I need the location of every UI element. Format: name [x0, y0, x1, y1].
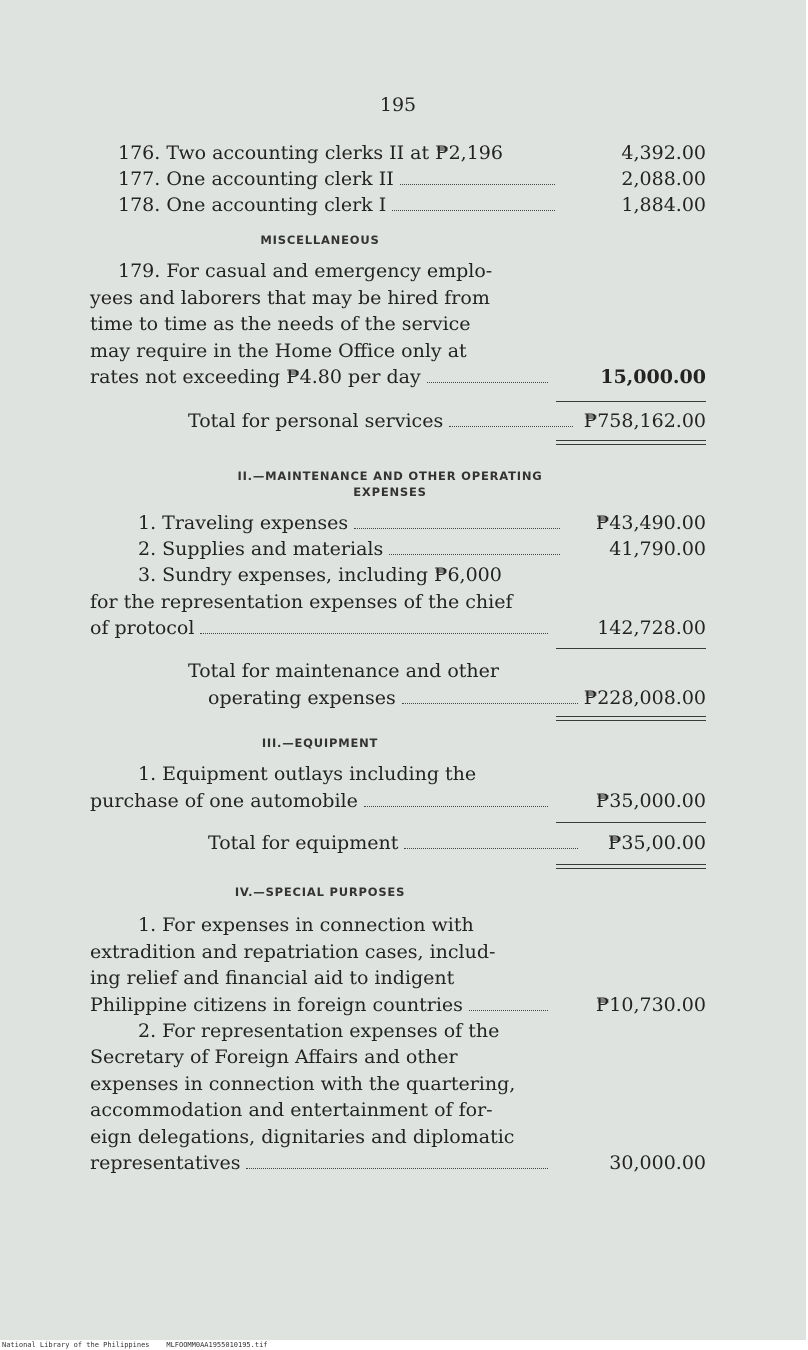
total-label: Total for equipment [208, 832, 399, 854]
para-line: 3. Sundry expenses, including ₱6,000 [138, 564, 502, 586]
item-amount: 1,884.00 [621, 194, 706, 216]
maintenance-items [90, 510, 706, 641]
sum-rule [556, 822, 706, 823]
total-label: Total for maintenance and other [188, 660, 499, 682]
section-heading-equipment: III.—EQUIPMENT [261, 736, 379, 750]
line-item [90, 166, 706, 192]
special-items [90, 912, 706, 1176]
misc-paragraph [90, 258, 706, 390]
para-line: 179. For casual and emergency emplo- [118, 260, 493, 282]
double-rule [556, 864, 706, 869]
para-line: Secretary of Foreign Affairs and other [90, 1046, 458, 1068]
item-amount: 2,088.00 [621, 168, 706, 190]
item-label: of protocol [90, 617, 195, 639]
line-item [90, 192, 706, 218]
item-amount: 4,392.00 [621, 142, 706, 164]
para-line: expenses in connection with the quartering, [90, 1072, 516, 1095]
item-label: 2. Supplies and materials [138, 538, 384, 560]
sum-rule [556, 648, 706, 649]
para-line: yees and laborers that may be hired from [90, 286, 490, 309]
total-amount: ₱228,008.00 [583, 686, 706, 709]
double-rule [556, 716, 706, 721]
section-heading-maintenance [160, 468, 620, 500]
item-label: 176. Two accounting clerks II at ₱2,196 [118, 142, 503, 164]
dot-leader [200, 633, 548, 634]
page-number: 195 [379, 94, 417, 116]
dot-leader [246, 1168, 548, 1169]
section-heading-special: IV.—SPECIAL PURPOSES [234, 885, 406, 899]
item-amount: ₱43,490.00 [595, 512, 706, 534]
item-amount: 41,790.00 [609, 538, 706, 560]
item-amount: 15,000.00 [600, 366, 706, 388]
scan-footer: National Library of the Philippines MLFOOMM0AA1955010195.tif [2, 1341, 268, 1349]
item-label: 1. Traveling expenses [138, 512, 349, 534]
para-line: ing relief and financial aid to indigent [90, 967, 455, 989]
heading-line: EXPENSES [353, 485, 427, 499]
dot-leader [427, 382, 548, 383]
item-label: Philippine citizens in foreign countries [90, 993, 463, 1016]
para-line: 1. For expenses in connection with [138, 914, 474, 936]
item-label: representatives [90, 1152, 241, 1174]
item-label: purchase of one automobile [90, 789, 358, 812]
para-line: may require in the Home Office only at [90, 339, 467, 362]
total-label: Total for personal services [188, 410, 444, 432]
line-item [90, 140, 706, 166]
total-label: operating expenses [208, 686, 396, 709]
sum-rule [556, 401, 706, 402]
dot-leader [392, 210, 555, 211]
dot-leader [402, 703, 578, 704]
para-line: rates not exceeding ₱4.80 per day [90, 366, 421, 388]
dot-leader [469, 1010, 548, 1011]
para-line: accommodation and entertainment of for- [90, 1099, 493, 1121]
item-amount: ₱10,730.00 [595, 993, 706, 1016]
para-line: 2. For representation expenses of the [138, 1019, 500, 1042]
dot-leader [449, 426, 573, 427]
total-maintenance [90, 658, 706, 711]
total-amount: ₱758,162.00 [583, 410, 706, 432]
para-line: extradition and repatriation cases, includ- [90, 940, 496, 963]
para-line: time to time as the needs of the service [90, 313, 471, 335]
item-amount: 30,000.00 [609, 1152, 706, 1174]
item-label: 177. One accounting clerk II [118, 168, 394, 190]
items-top [90, 140, 706, 218]
total-equipment [90, 830, 706, 856]
item-label: 178. One accounting clerk I [118, 194, 387, 216]
para-line: 1. Equipment outlays including the [138, 763, 477, 785]
section-heading-miscellaneous: MISCELLANEOUS [260, 233, 380, 247]
dot-leader [400, 184, 555, 185]
dot-leader [404, 848, 578, 849]
item-amount: 142,728.00 [597, 617, 706, 639]
dot-leader [364, 806, 548, 807]
para-line: for the representation expenses of the chief [90, 590, 513, 613]
double-rule [556, 440, 706, 445]
para-line: eign delegations, dignitaries and diplomatic [90, 1125, 515, 1148]
total-personal [90, 408, 706, 434]
equipment-items [90, 761, 706, 814]
item-amount: ₱35,000.00 [595, 789, 706, 812]
dot-leader [389, 554, 560, 555]
dot-leader [354, 528, 560, 529]
total-amount: ₱35,00.00 [607, 832, 706, 854]
heading-line: II.—MAINTENANCE AND OTHER OPERATING [237, 469, 543, 483]
